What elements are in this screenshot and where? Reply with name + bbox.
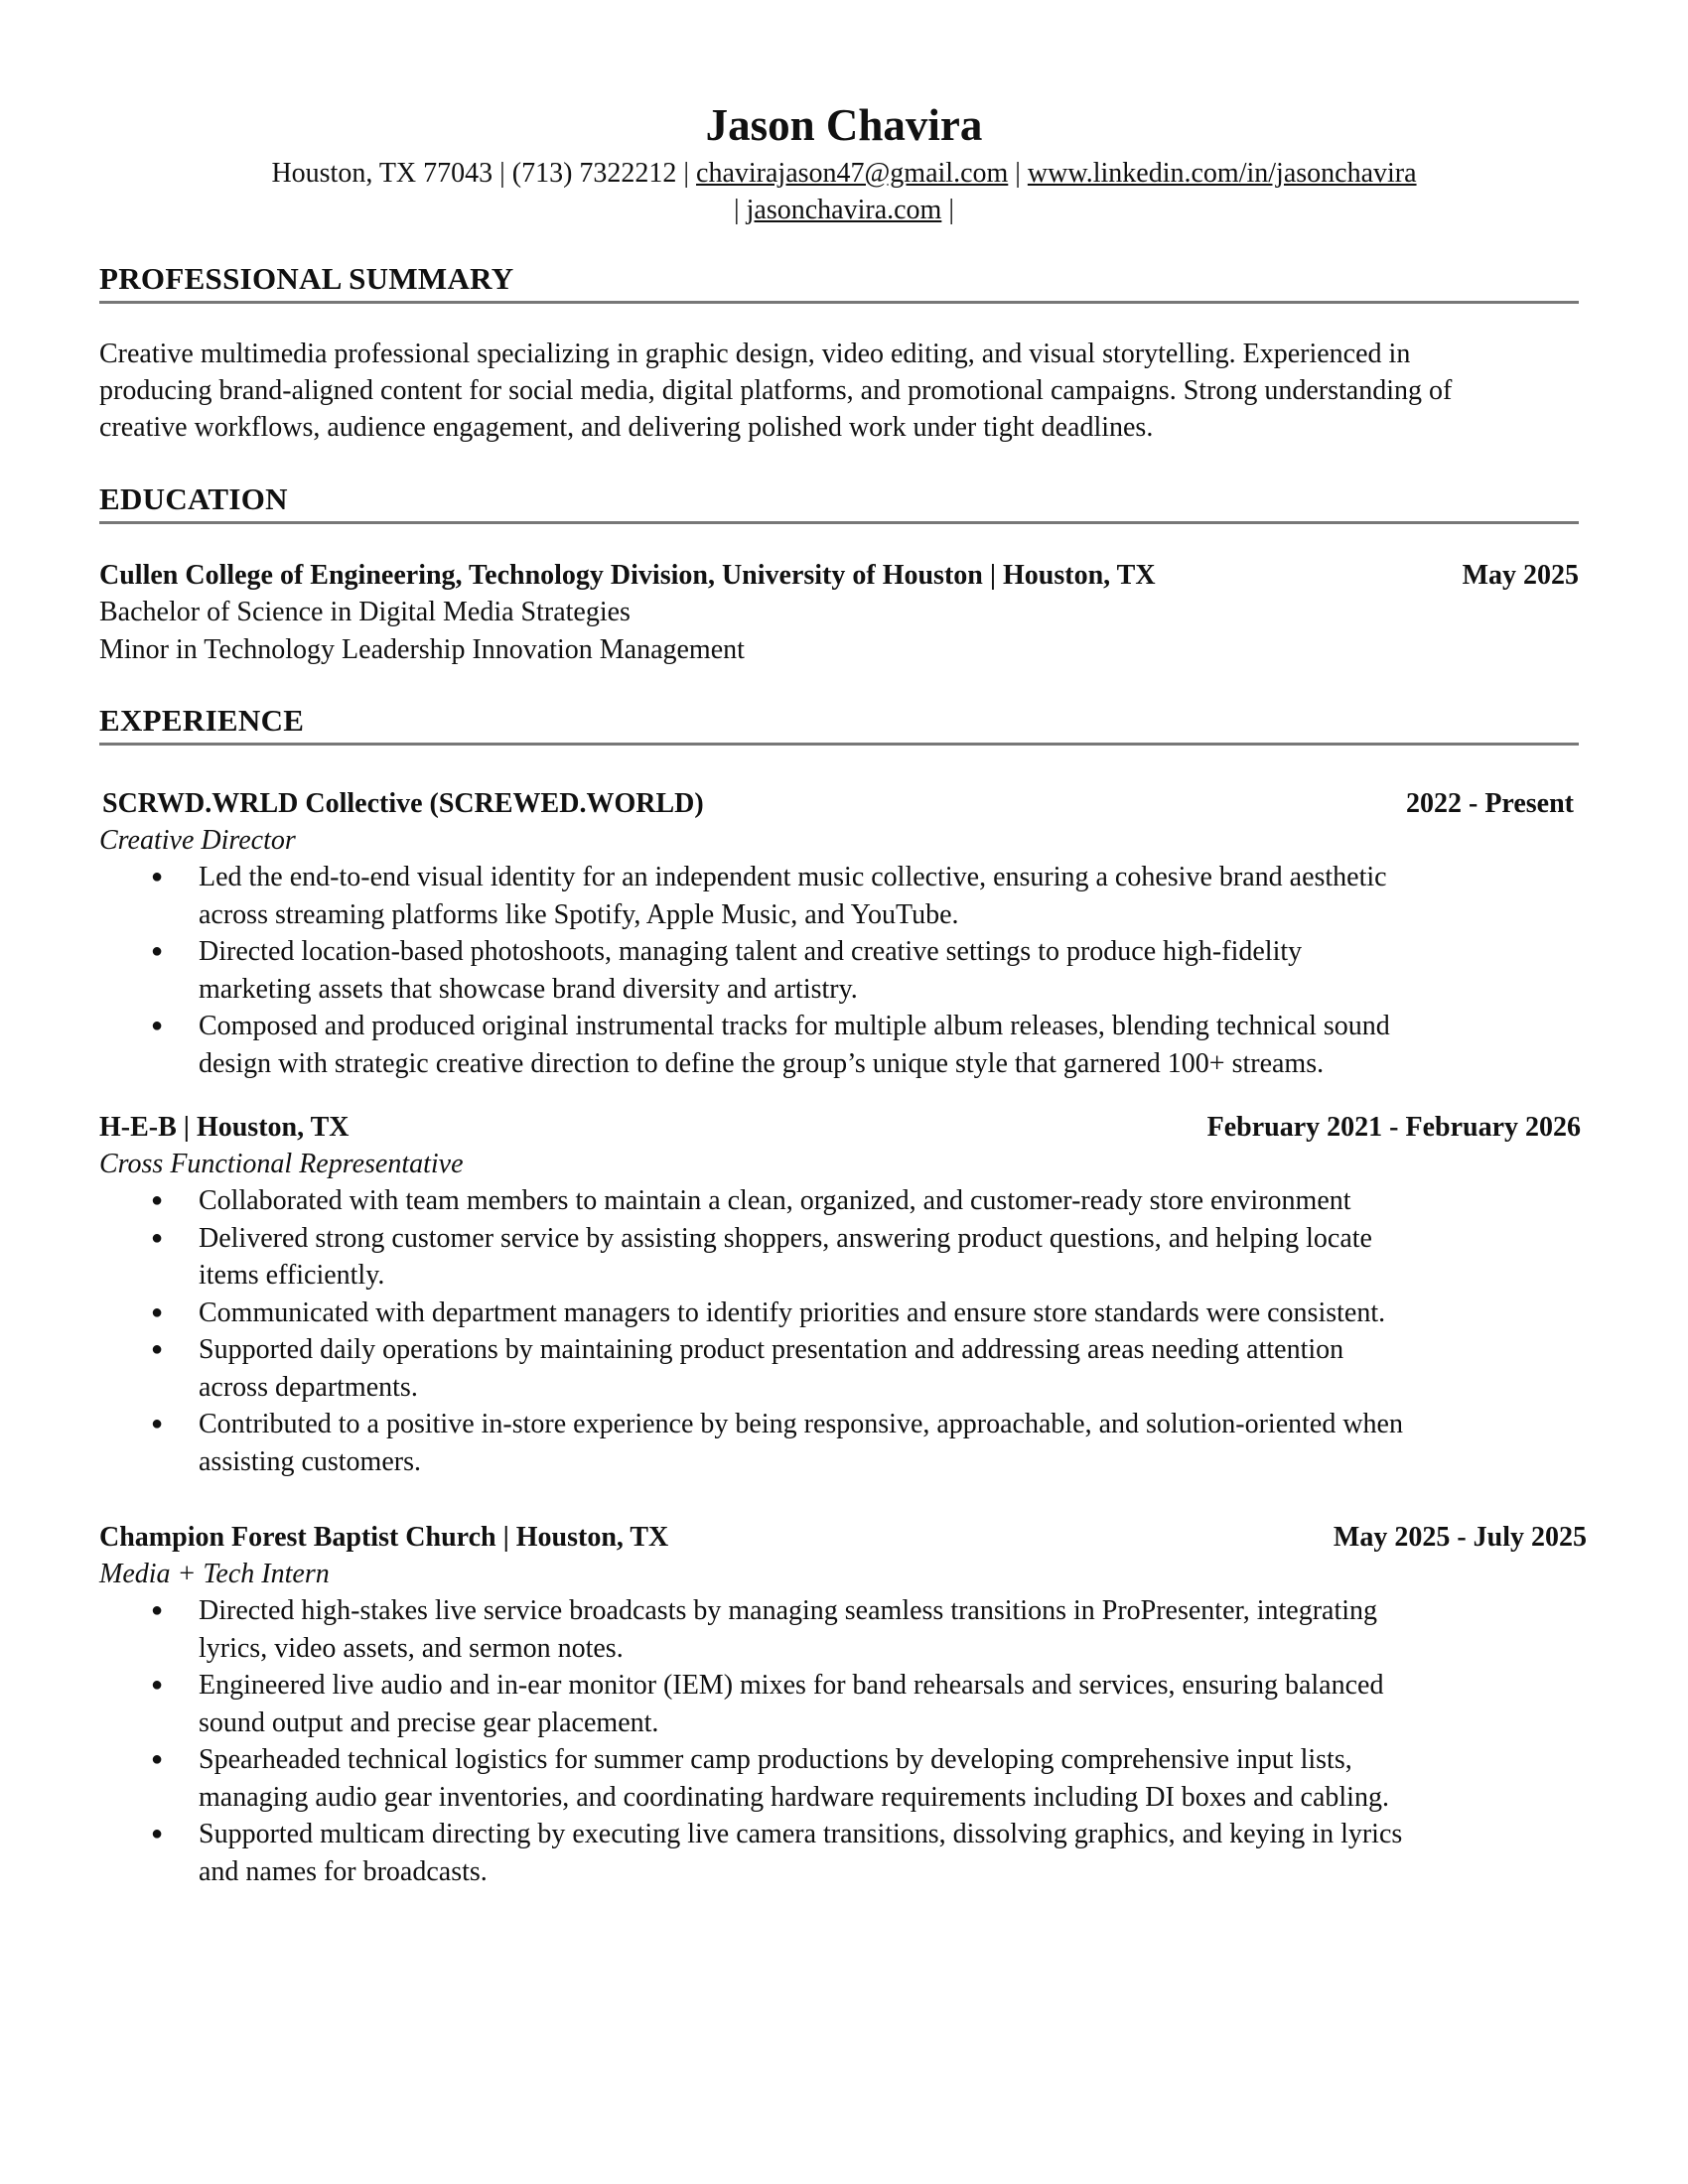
list-item: ● Supported multicam directing by executing live camera transitions, dissolving graphics, and keying in lyrics and names for broadcasts. [99,1816,1549,1890]
job-org: Champion Forest Baptist Church | Houston, TX [99,1522,669,1553]
bullet-icon: ● [151,1599,164,1621]
candidate-name: Jason Chavira [705,100,983,150]
summary-heading: PROFESSIONAL SUMMARY [99,261,514,296]
job-title: Creative Director [99,825,296,856]
job-date: 2022 - Present [1406,788,1574,819]
location: Houston, TX 77043 [271,158,493,189]
school-name: Cullen College of Engineering, Technology Division, University of Houston | Houston, TX [99,560,1156,591]
website-link[interactable]: jasonchavira.com [746,195,942,225]
list-item: ● Directed location-based photoshoots, managing talent and creative settings to produce high-fidelity marketing assets that showcase brand diversity and artistry. [99,933,1549,1008]
bullet-icon: ● [151,1300,164,1323]
bullet-icon: ● [151,1189,164,1211]
minor: Minor in Technology Leadership Innovation Management [99,634,745,665]
education-heading: EDUCATION [99,481,288,516]
list-item: ● Contributed to a positive in-store experience by being responsive, approachable, and solution-oriented when assisting customers. [99,1406,1549,1480]
job-header-row [102,785,1574,822]
contact-line-2: | jasonchavira.com | [734,195,954,225]
degree: Bachelor of Science in Digital Media Strategies [99,597,631,627]
graduation-date: May 2025 [1462,560,1579,591]
job-header-row [99,1519,1587,1556]
resume-header [99,95,1589,228]
contact-line-1: Houston, TX 77043 | (713) 7322212 | chavirajason47@gmail.com | www.linkedin.com/in/jasonchavira [271,158,1417,189]
summary-divider [99,301,1579,304]
job-bullets [99,1592,1549,1890]
bullet-icon: ● [151,1226,164,1249]
linkedin-link[interactable]: www.linkedin.com/in/jasonchavira [1027,158,1417,189]
list-item: ● Led the end-to-end visual identity for an independent music collective, ensuring a cohesive brand aesthetic across streaming platforms like Spotify, Apple Music, and YouTube. [99,859,1549,933]
list-item: ● Engineered live audio and in-ear monitor (IEM) mixes for band rehearsals and services, ensuring balanced sound output and precise gear placement. [99,1667,1549,1741]
bullet-icon: ● [151,1015,164,1036]
bullet-icon: ● [151,1748,164,1770]
job-org: SCRWD.WRLD Collective (SCREWED.WORLD) [102,788,704,819]
list-item: ● Spearheaded technical logistics for summer camp productions by developing comprehensive input lists, managing audio gear inventories, and coordinating hardware requirements including DI boxes and cabling. [99,1741,1549,1816]
summary-text: Creative multimedia professional specializing in graphic design, video editing, and visual storytelling. Experienced in producing brand-aligned content for social media, digital platforms, and promotional campaigns. Strong understanding of creative workflows, audience engagement, and delivering polished work under tight deadlines. [99,339,1453,443]
phone: (713) 7322212 [511,158,677,189]
list-item: ● Composed and produced original instrumental tracks for multiple album releases, blending technical sound design with strategic creative direction to define the group’s unique style that garnered 100+ streams. [99,1008,1549,1082]
education-divider [99,521,1579,524]
bullet-icon: ● [151,1338,164,1360]
job-org: H-E-B | Houston, TX [99,1112,350,1143]
education-school-row [99,557,1579,594]
experience-heading: EXPERIENCE [99,703,305,738]
list-item: ● Delivered strong customer service by assisting shoppers, answering product questions, and helping locate items efficiently. [99,1220,1549,1295]
bullet-icon: ● [151,1823,164,1844]
job-title: Cross Functional Representative [99,1149,464,1179]
job-date: February 2021 - February 2026 [1206,1112,1581,1143]
list-item: ● Communicated with department managers to identify priorities and ensure store standards were consistent. [99,1295,1549,1332]
bullet-icon: ● [151,1674,164,1696]
job-header-row [99,1109,1581,1146]
experience-divider [99,743,1579,746]
email-link[interactable]: chavirajason47@gmail.com [696,158,1009,189]
list-item: ● Collaborated with team members to maintain a clean, organized, and customer-ready store environment [99,1182,1549,1220]
bullet-icon: ● [151,866,164,887]
job-title: Media + Tech Intern [99,1559,330,1589]
list-item: ● Directed high-stakes live service broadcasts by managing seamless transitions in ProPresenter, integrating lyrics, video assets, and sermon notes. [99,1592,1549,1667]
bullet-icon: ● [151,940,164,962]
job-bullets [99,1182,1549,1480]
list-item: ● Supported daily operations by maintaining product presentation and addressing areas needing attention across departments. [99,1331,1549,1406]
job-bullets [99,859,1549,1082]
bullet-icon: ● [151,1413,164,1434]
job-date: May 2025 - July 2025 [1333,1522,1587,1553]
